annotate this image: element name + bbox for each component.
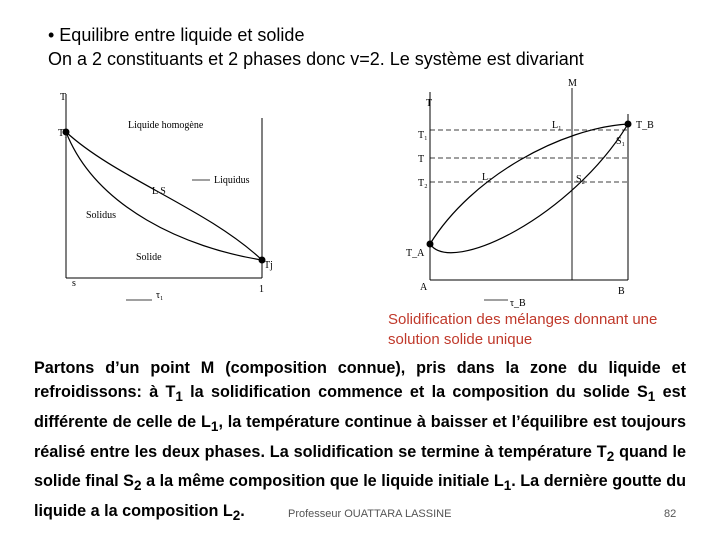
footer-author: Professeur OUATTARA LASSINE [288, 508, 452, 520]
subheading: On a 2 constituants et 2 phases donc v=2. Le système est divariant [48, 49, 584, 69]
page-number: 82 [664, 508, 677, 520]
m-label: M [568, 78, 577, 89]
melting-point-ta [427, 241, 434, 248]
melting-point-tb [625, 121, 632, 128]
left-axis-t-label: T [60, 92, 67, 103]
right-phase-diagram [406, 76, 668, 310]
right-t1-label: T₁ [418, 130, 428, 141]
l1-label: L₁ [552, 120, 562, 131]
solide-label: Solide [136, 252, 162, 263]
s1-label: S₁ [616, 136, 626, 147]
bullet-heading: • Equilibre entre liquide et solide [48, 25, 305, 45]
right-t2-label: T₂ [418, 178, 428, 189]
right-liquidus [430, 124, 628, 244]
tj-label: Tj [264, 260, 273, 271]
b-label: B [618, 286, 625, 297]
left-t1-label: T₁ [58, 128, 68, 139]
solidus-label: Solidus [86, 210, 117, 221]
l2-label: L₂ [482, 172, 492, 183]
left-x1-label: 1 [259, 284, 264, 295]
liquide-label: Liquide homogène [128, 120, 204, 131]
tb-label: T_B [636, 120, 654, 131]
right-axis-t-label: T [426, 98, 433, 109]
s2-label: S₂ [576, 174, 586, 185]
ta-label: T_A [406, 248, 425, 259]
right-t-label: T [418, 154, 425, 165]
left-x0-label: s [72, 278, 76, 289]
liquidus-label: Liquidus [214, 175, 250, 186]
right-solidus [430, 124, 628, 253]
right-x-arrow-label: τ_B [510, 298, 526, 309]
a-label: A [420, 282, 428, 293]
two-phase-label: L S [152, 186, 166, 197]
left-phase-diagram [56, 88, 274, 302]
figure-caption: Solidification des mélanges donnant une solution solide unique [388, 311, 658, 348]
explanation-paragraph: Partons d’un point M (composition connue), pris dans la zone du liquide et refroidissons: à $T_1$ la solidification commence et la composition du solide $S_1$ est différente de celle de $L_1$, la température continue à baisser et l’équilibre est toujours réalisé entre les deux phases. La solidification se termine à température $T_2$ quand le solide final $S_2$ a la même composition que le liquide initiale $L_1$. La dernière goutte du liquide a la composition $L_2$. [34, 359, 686, 524]
left-x-arrow-label: τ₁ [156, 290, 164, 301]
